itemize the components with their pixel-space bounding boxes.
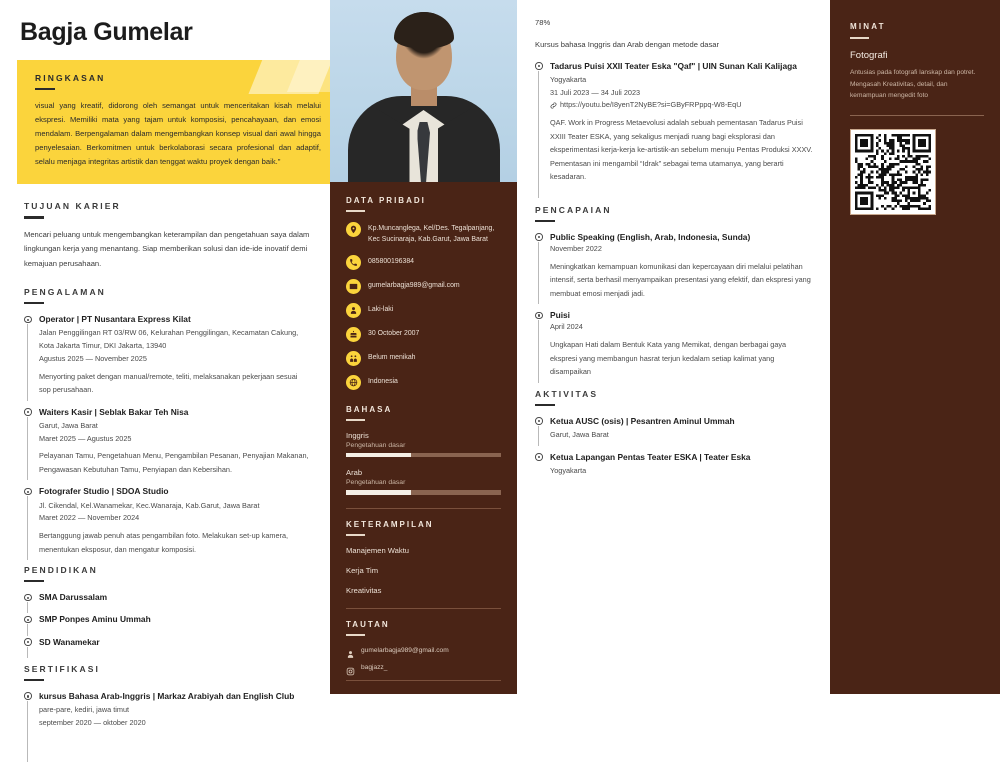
timeline-dot-icon xyxy=(24,616,32,624)
sidebar-body xyxy=(330,182,517,681)
languages-section xyxy=(346,405,501,509)
achievements-section xyxy=(535,205,814,379)
language-progress-bar xyxy=(346,453,501,458)
heading-rule xyxy=(535,404,555,406)
education-heading: PENDIDIKAN xyxy=(24,565,98,576)
performance-title: Tadarus Puisi XXII Teater Eska "Qaf" | UIN Sunan Kali Kalijaga xyxy=(550,60,797,71)
left-column xyxy=(0,0,330,727)
skill-item: Manajemen Waktu xyxy=(346,545,410,555)
achievement-description: Meningkatkan kemampuan komunikasi dan kepercayaan diri melalui pelatihan intensif, serta berhasil menyampaikan presentasi yang efektif, dan ekspresi yang membuat emosi menjadi jadi. xyxy=(550,261,811,298)
achievement-title: Public Speaking (English, Arab, Indonesia, Sunda) xyxy=(550,231,751,242)
experience-title: Fotografer Studio | SDOA Studio xyxy=(39,486,169,497)
marital-value: Belum menikah xyxy=(368,353,416,361)
achievement-description: Ungkapan Hati dalam Bentuk Kata yang Memikat, dengan berbagai gaya ekspresi yang membangun hasrat terjun kedalam setiap kalimat yang disampaikan xyxy=(550,340,787,377)
education-item xyxy=(24,636,310,654)
right-column xyxy=(517,0,830,694)
experience-title: Waiters Kasir | Seblak Bakar Teh Nisa xyxy=(39,406,189,417)
timeline-dot-icon xyxy=(24,316,32,324)
language-name: Arab xyxy=(346,468,363,478)
timeline-dot-icon xyxy=(535,453,543,461)
timeline-line xyxy=(27,701,28,762)
experience-heading: PENGALAMAN xyxy=(24,287,106,297)
performance-location: Yogyakarta xyxy=(550,74,587,84)
experience-description: Bertanggung jawab penuh atas pengambilan foto. Melakukan set-up kamera, menentukan eksposur, dan mengatur komposisi. xyxy=(39,531,289,554)
education-section xyxy=(0,565,330,654)
personal-data-heading: DATA PRIBADI xyxy=(346,196,426,205)
decorative-sheen-shape xyxy=(248,42,339,94)
performance-link-row[interactable] xyxy=(550,99,814,112)
heading-rule xyxy=(346,419,365,421)
experience-description: Menyorting paket dengan manual/remote, teliti, melaksanakan pekerjaan sesuai sop perusahaan. xyxy=(39,371,298,395)
language-level: Pengetahuan dasar xyxy=(346,441,406,449)
personal-data-section xyxy=(346,196,501,390)
envelope-icon xyxy=(346,279,361,294)
certification-item xyxy=(24,690,310,758)
globe-icon xyxy=(346,375,361,390)
timeline-line xyxy=(27,496,28,560)
experience-item xyxy=(24,485,310,556)
skills-heading: KETERAMPILAN xyxy=(346,519,434,529)
heading-rule xyxy=(24,216,44,218)
skills-section xyxy=(346,520,501,609)
achievements-heading: PENCAPAIAN xyxy=(535,204,612,215)
heading-rule xyxy=(346,534,365,536)
activities-section xyxy=(535,389,814,478)
achievement-item xyxy=(535,309,814,378)
education-title: SMP Ponpes Aminu Ummah xyxy=(39,614,151,625)
skill-item: Kerja Tim xyxy=(346,565,379,575)
timeline-dot-icon xyxy=(24,692,32,700)
heading-rule xyxy=(24,679,44,681)
skill-item: Kreativitas xyxy=(346,585,382,595)
timeline-line xyxy=(538,71,539,198)
timeline-line xyxy=(27,417,28,481)
birthday-cake-icon xyxy=(346,327,361,342)
interest-heading: MINAT xyxy=(850,22,886,31)
performance-link: https://youtu.be/I8yenT2NyBE?si=GByFRPppq-W8-EqU xyxy=(560,100,742,110)
phone-value: 085800196384 xyxy=(368,257,414,265)
instagram-icon xyxy=(346,663,355,672)
achievement-item xyxy=(535,231,814,300)
heading-rule xyxy=(24,580,44,582)
contact-row-phone[interactable] xyxy=(346,255,501,270)
interest-text: Antusias pada fotografi lanskap dan potret. Mengasah Kreativitas, detail, dan kemampuan mengedit foto xyxy=(850,69,976,99)
certification-title: kursus Bahasa Arab-Inggris | Markaz Arabiyah dan English Club xyxy=(39,690,295,701)
course-note: Kursus bahasa Inggris dan Arab dengan metode dasar xyxy=(535,39,720,49)
divider xyxy=(346,680,501,681)
education-title: SMA Darussalam xyxy=(39,592,108,603)
experience-title: Operator | PT Nusantara Express Kilat xyxy=(39,314,191,325)
certification-location: pare-pare, kediri, jawa timut xyxy=(39,705,130,715)
link-value: gumelarbagja989@gmail.com xyxy=(361,647,449,655)
activity-location: Yogyakarta xyxy=(550,465,587,475)
person-badge-icon xyxy=(346,646,355,655)
experience-location: Jalan Penggilingan RT 03/RW 06, Kelurahan Penggilingan, Kecamatan Cakung, Kota Jakarta Timur, DKI Jakarta, 13940 xyxy=(39,328,299,351)
experience-description: Pelayanan Tamu, Pengetahuan Menu, Pengambilan Pesanan, Penyajian Makanan, Pengawasan Kebutuhan Tamu, Penyiapan dan Kebersihan. xyxy=(39,451,309,474)
achievement-title: Puisi xyxy=(550,310,571,321)
experience-item xyxy=(24,313,310,396)
personal-sidebar xyxy=(330,0,517,694)
link-item-email[interactable] xyxy=(346,646,501,655)
contact-row-birthdate xyxy=(346,327,501,342)
heading-rule xyxy=(850,37,869,39)
timeline-line xyxy=(27,624,28,635)
performance-date: 31 Juli 2023 — 34 Juli 2023 xyxy=(550,87,641,97)
photo-hair-shade xyxy=(394,12,454,64)
timeline-dot-icon xyxy=(24,638,32,646)
certification-section xyxy=(0,664,330,758)
marriage-icon xyxy=(346,351,361,366)
nationality-value: Indonesia xyxy=(368,377,398,385)
activity-title: Ketua AUSC (osis) | Pesantren Aminul Ummah xyxy=(550,415,735,426)
contact-row-address xyxy=(346,222,501,245)
timeline-dot-icon xyxy=(535,417,543,425)
education-item xyxy=(24,613,310,631)
links-heading: TAUTAN xyxy=(346,619,390,629)
link-value: bagjazz_ xyxy=(361,664,388,672)
heading-rule xyxy=(535,220,555,222)
career-text: Mencari peluang untuk mengembangkan keterampilan dan pengetahuan saya dalam lingkungan kerja yang menantang. Siap memberikan solusi dan ide-ide inovatif demi kemajuan perusahaan. xyxy=(24,229,310,269)
career-heading: TUJUAN KARIER xyxy=(24,201,121,212)
email-value: gumelarbagja989@gmail.com xyxy=(368,281,460,289)
education-item xyxy=(24,591,310,609)
heading-rule xyxy=(35,88,55,90)
heading-rule xyxy=(346,210,365,212)
experience-date: Agustus 2025 — November 2025 xyxy=(39,353,147,363)
experience-section xyxy=(0,287,330,556)
timeline-dot-icon xyxy=(24,594,32,602)
timeline-line xyxy=(538,242,539,304)
performance-description: QAF. Work in Progress Metaevolusi adalah sebuah pementasan Tadarus Puisi XXIII Teater ESKA, yang sekaligus menjadi ruang bagi eksplorasi dan eksperimentasi kerja-kerja ke-artistik-an sebelum menuju Pentas Produksi XXXV. Pementasan ini mengambil “Idrak” sebagai tema utamanya, yang berarti kesadaran. xyxy=(550,118,813,182)
activities-heading: AKTIVITAS xyxy=(535,388,599,399)
experience-location: Garut, Jawa Barat xyxy=(39,420,98,430)
page-title: Bagja Gumelar xyxy=(20,18,193,46)
timeline-line xyxy=(27,647,28,658)
interest-sidebar xyxy=(830,0,1000,694)
experience-date: Maret 2025 — Agustus 2025 xyxy=(39,433,132,443)
gender-value: Laki-laki xyxy=(368,305,394,313)
contact-row-marital xyxy=(346,351,501,366)
activity-item xyxy=(535,451,814,478)
activity-title: Ketua Lapangan Pentas Teater ESKA | Teater Eska xyxy=(550,451,751,462)
link-item-instagram[interactable] xyxy=(346,663,501,672)
qr-code[interactable] xyxy=(850,129,936,215)
contact-row-gender xyxy=(346,303,501,318)
heading-rule xyxy=(24,302,44,304)
contact-row-nationality xyxy=(346,375,501,390)
phone-icon xyxy=(346,255,361,270)
language-item xyxy=(346,431,501,458)
timeline-line xyxy=(538,426,539,446)
timeline-dot-icon xyxy=(24,488,32,496)
language-name: Inggris xyxy=(346,430,369,440)
languages-heading: BAHASA xyxy=(346,404,393,414)
timeline-dot-icon xyxy=(24,408,32,416)
certification-date: september 2020 — oktober 2020 xyxy=(39,717,146,727)
experience-date: Maret 2022 — November 2024 xyxy=(39,513,140,523)
certification-heading: SERTIFIKASI xyxy=(24,663,100,674)
divider xyxy=(850,115,984,116)
contact-row-email[interactable] xyxy=(346,279,501,294)
location-pin-icon xyxy=(346,222,361,237)
timeline-line xyxy=(27,602,28,613)
language-level: Pengetahuan dasar xyxy=(346,479,406,487)
person-icon xyxy=(346,303,361,318)
link-chain-icon xyxy=(550,102,557,109)
links-section xyxy=(346,620,501,681)
achievement-date: April 2024 xyxy=(550,322,583,332)
timeline-line xyxy=(538,320,539,382)
achievement-date: November 2022 xyxy=(550,243,602,253)
experience-location: Jl. Cikendal, Kel.Wanamekar, Kec.Wanaraja, Kab.Garut, Jawa Barat xyxy=(39,500,260,510)
performance-entry xyxy=(535,60,814,194)
timeline-dot-icon xyxy=(535,233,543,241)
summary-text: visual yang kreatif, didorong oleh semangat untuk menceritakan kisah melalui ekspresi. Memiliki mata yang tajam untuk komposisi, pencahayaan, dan emosi mendalam. Berpengalaman dalam mengembangkan konsep visual dari awal hingga penyelesaian. Berkomitmen untuk berkolaborasi secara profesional dan adaptif, selalu menjaga integritas artistik dan tenggat waktu proyek dengan baik." xyxy=(35,101,321,167)
language-item xyxy=(346,468,501,495)
address-value: Kp.Muncanglega, Kel/Des. Tegalpanjang, Kec Sucinaraja, Kab.Garut, Jawa Barat xyxy=(368,225,495,244)
experience-item xyxy=(24,406,310,477)
activity-item xyxy=(535,415,814,442)
interest-title: Fotografi xyxy=(850,50,888,62)
timeline-dot-icon xyxy=(535,62,543,70)
birthdate-value: 30 October 2007 xyxy=(368,329,420,337)
education-title: SD Wanamekar xyxy=(39,636,100,647)
summary-block xyxy=(17,60,337,184)
heading-rule xyxy=(346,634,365,636)
timeline-dot-icon xyxy=(535,312,543,320)
avatar xyxy=(330,0,517,182)
timeline-line xyxy=(27,324,28,400)
percent-value: 78% xyxy=(535,18,551,27)
qr-code-image xyxy=(855,134,931,210)
activity-location: Garut, Jawa Barat xyxy=(550,429,609,439)
career-section xyxy=(0,201,330,272)
summary-heading: RINGKASAN xyxy=(35,73,106,83)
language-progress-bar xyxy=(346,490,501,495)
